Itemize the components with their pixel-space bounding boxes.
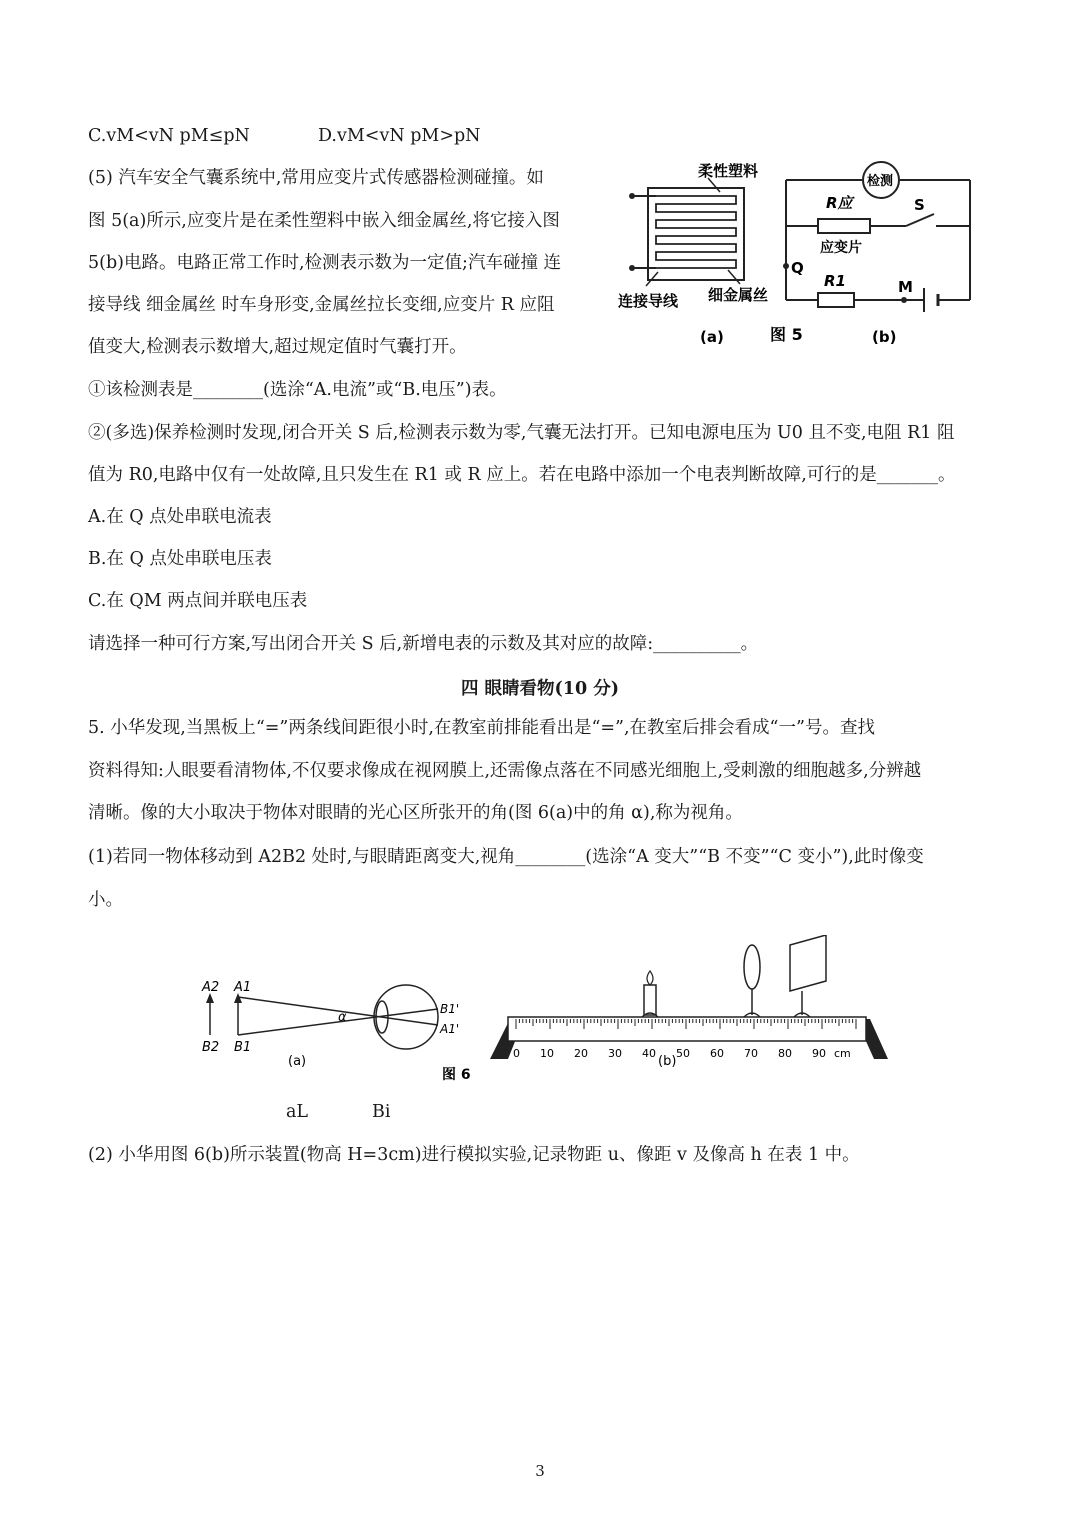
q5-part1-line-1: (1)若同一物体移动到 A2B2 处时,与眼睛距离变大,视角________(选涂“A 变大”“B 不变”“C 变小”),此时像变 bbox=[88, 847, 924, 867]
figure-6b bbox=[490, 935, 888, 1069]
q5-part2: (2) 小华用图 6(b)所示装置(物高 H=3cm)进行模拟实验,记录物距 u、像距 v 及像高 h 在表 1 中。 bbox=[88, 1145, 860, 1165]
label-a1: A1 bbox=[234, 980, 252, 995]
figure-6-caption: 图 6 bbox=[442, 1067, 471, 1083]
tick-label-50: 50 bbox=[676, 1047, 690, 1060]
label-6a: (a) bbox=[288, 1054, 307, 1069]
label-alpha: α bbox=[338, 1010, 347, 1025]
sub-question-2-line-1: ②(多选)保养检测时发现,闭合开关 S 后,检测表示数为零,气囊无法打开。已知电源电压为 U0 且不变,电阻 R1 阻 bbox=[88, 423, 955, 443]
label-b1-prime: B1' bbox=[440, 1002, 460, 1016]
option-d: D.vM<vN pM>pN bbox=[318, 126, 481, 146]
figure-6 bbox=[190, 935, 900, 1085]
section-title: 四 眼睛看物(10 分) bbox=[460, 679, 620, 699]
candle-flame bbox=[647, 971, 653, 985]
sub-question-1: ①该检测表是________(选涂“A.电流”或“B.电压”)表。 bbox=[88, 380, 507, 400]
label-6b: (b) bbox=[658, 1054, 677, 1069]
choice-c: C.在 QM 两点间并联电压表 bbox=[88, 591, 308, 611]
resistor-r1 bbox=[818, 293, 854, 307]
convex-lens bbox=[744, 945, 760, 989]
tick-label-0: 0 bbox=[513, 1047, 520, 1060]
switch-label: S bbox=[914, 196, 925, 214]
p5-line-2: 图 5(a)所示,应变片是在柔性塑料中嵌入细金属丝,将它接入图 bbox=[88, 211, 560, 231]
label-a: (a) bbox=[700, 328, 724, 346]
option-c: C.vM<vN pM≤pN bbox=[88, 126, 250, 146]
sub-question-3: 请选择一种可行方案,写出闭合开关 S 后,新增电表的示数及其对应的故障:__________。 bbox=[88, 634, 759, 654]
plastic-base bbox=[648, 188, 744, 280]
label-b1: B1 bbox=[234, 1040, 252, 1055]
node-q-label: Q bbox=[791, 259, 804, 277]
page-number: 3 bbox=[535, 1462, 545, 1480]
p5-line-1: (5) 汽车安全气囊系统中,常用应变片式传感器检测碰撞。如 bbox=[88, 168, 544, 188]
label-lead: 连接导线 bbox=[618, 292, 679, 310]
figure-6a bbox=[201, 980, 471, 1083]
figure-5 bbox=[608, 158, 988, 358]
stray-text-1: aL bbox=[286, 1102, 309, 1122]
p5-line-3: 5(b)电路。电路正常工作时,检测表示数为一定值;汽车碰撞 连 bbox=[88, 253, 562, 273]
meter-label: 检测 bbox=[867, 174, 894, 189]
tick-label-40: 40 bbox=[642, 1047, 656, 1060]
q5-part1-line-2: 小。 bbox=[88, 890, 123, 910]
p5-line-4: 接导线 细金属丝 时车身形变,金属丝拉长变细,应变片 R 应阻 bbox=[88, 295, 555, 315]
strain-gauge-label: 应变片 bbox=[820, 240, 862, 256]
q5-intro-line-1: 5. 小华发现,当黑板上“=”两条线间距很小时,在教室前排能看出是“=”,在教室后排会看成“一”号。查找 bbox=[88, 718, 875, 738]
r1-label: R1 bbox=[824, 272, 846, 290]
tick-label-90: 90 bbox=[812, 1047, 826, 1060]
label-a1-prime: A1' bbox=[440, 1022, 460, 1036]
sub-question-2-line-2: 值为 R0,电路中仅有一处故障,且只发生在 R1 或 R 应上。若在电路中添加一个电表判断故障,可行的是_______。 bbox=[88, 465, 956, 485]
label-b: (b) bbox=[872, 328, 897, 346]
candle bbox=[644, 985, 656, 1015]
label-plastic: 柔性塑料 bbox=[698, 162, 759, 180]
tick-label-70: 70 bbox=[744, 1047, 758, 1060]
label-wire: 细金属丝 bbox=[708, 286, 769, 304]
stray-text-2: Bi bbox=[372, 1102, 391, 1122]
label-b2: B2 bbox=[202, 1040, 220, 1055]
tick-label-20: 20 bbox=[574, 1047, 588, 1060]
tick-label-80: 80 bbox=[778, 1047, 792, 1060]
choice-a: A.在 Q 点处串联电流表 bbox=[88, 507, 272, 527]
figure-5-caption: 图 5 bbox=[770, 325, 803, 344]
tick-label-60: 60 bbox=[710, 1047, 724, 1060]
q5-intro-line-2: 资料得知:人眼要看清物体,不仅要求像成在视网膜上,还需像点落在不同感光细胞上,受刺激的细胞越多,分辨越 bbox=[88, 761, 922, 781]
node-m-label: M bbox=[898, 278, 913, 296]
light-screen bbox=[790, 935, 826, 991]
metal-wire-coil bbox=[656, 196, 736, 268]
tick-label-10: 10 bbox=[540, 1047, 554, 1060]
strain-resistor bbox=[818, 219, 870, 233]
tick-label-30: 30 bbox=[608, 1047, 622, 1060]
tick-label-cm: cm bbox=[834, 1047, 851, 1060]
q5-intro-line-3: 清晰。像的大小取决于物体对眼睛的光心区所张开的角(图 6(a)中的角 α),称为视角。 bbox=[88, 803, 743, 823]
choice-b: B.在 Q 点处串联电压表 bbox=[88, 549, 272, 569]
p5-line-5: 值变大,检测表示数增大,超过规定值时气囊打开。 bbox=[88, 337, 467, 357]
r-strain-label: R应 bbox=[826, 194, 853, 212]
label-a2: A2 bbox=[202, 980, 220, 995]
